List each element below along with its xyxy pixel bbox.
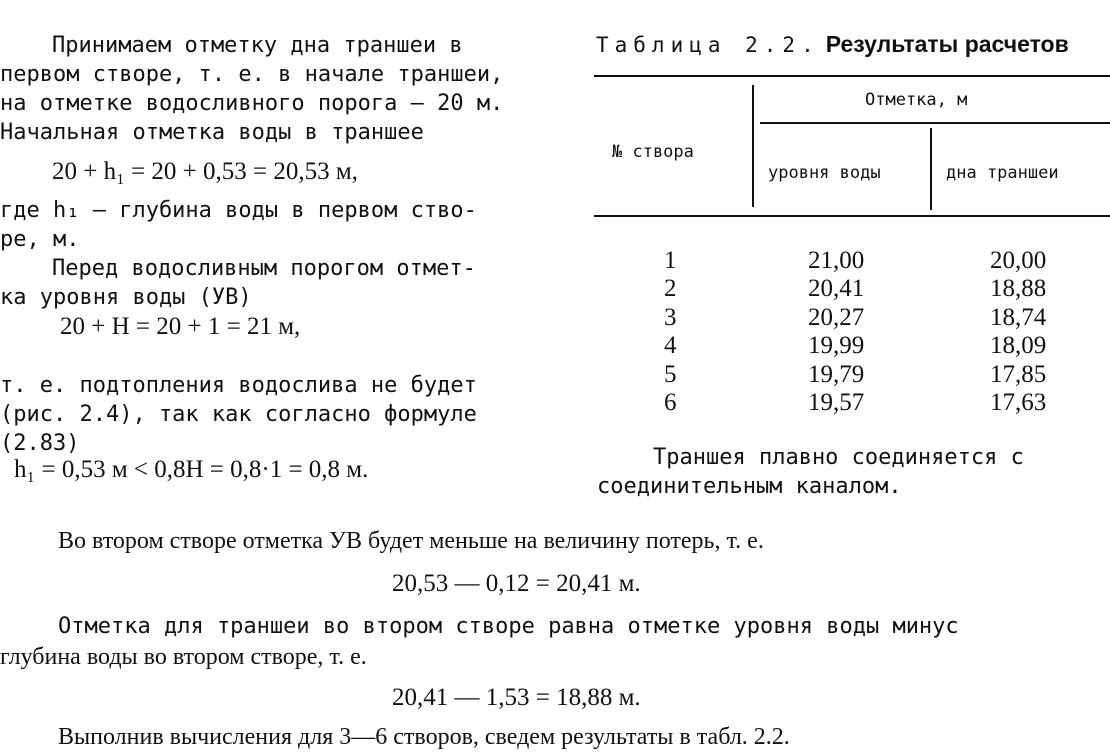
column-header-water: уровня воды [768,163,881,183]
table-cell-water: 19,79 [808,361,865,388]
table-cell-number: 1 [664,247,677,274]
table-cell-water: 19,57 [808,389,865,416]
table-cell-bottom: 18,74 [990,304,1047,331]
paragraph-line: Выполнив вычисления для 3—6 створов, сведем результаты в табл. 2.2. [58,724,790,750]
table-top-rule [594,75,1110,77]
equation-4: 20,53 — 0,12 = 20,41 м. [392,570,641,597]
table-cell-bottom: 17,63 [990,389,1047,416]
table-cell-number: 3 [664,304,677,331]
paragraph-line: Траншея плавно соединяется с [653,445,1024,470]
paragraph-line: на отметке водосливного порога — 20 м. [0,91,504,116]
table-cell-number: 6 [664,389,677,416]
column-header-number: № створа [612,142,694,162]
table-vertical-rule [930,128,932,210]
table-caption-title: Результаты расчетов [825,31,1069,57]
paragraph-line: ка уровня воды (УВ) [0,285,252,310]
table-group-rule [760,122,1110,124]
equation-2: 20 + H = 20 + 1 = 21 м, [60,313,301,340]
table-cell-bottom: 18,09 [990,332,1047,359]
paragraph-line: Отметка для траншеи во втором створе равна отметке уровня воды минус [58,614,959,639]
table-header-bottom-rule [594,215,1110,217]
paragraph-line: где h₁ — глубина воды в первом ство- [0,198,477,223]
table-cell-bottom: 20,00 [990,247,1047,274]
paragraph-line: т. е. подтопления водослива не будет [0,373,477,398]
paragraph-line: ре, м. [0,227,80,252]
paragraph-line: (2.83) [0,431,80,456]
table-cell-water: 20,27 [808,304,865,331]
table-caption-prefix: Таблица 2.2. [596,33,820,57]
column-header-bottom: дна траншеи [946,163,1059,183]
paragraph-line: (рис. 2.4), так как согласно формуле [0,402,477,427]
table-cell-bottom: 17,85 [990,361,1047,388]
paragraph-line: первом створе, т. е. в начале траншеи, [0,62,504,87]
paragraph-line: Принимаем отметку дна траншеи в [52,33,463,58]
table-cell-bottom: 18,88 [990,275,1047,302]
table-cell-water: 21,00 [808,247,865,274]
table-caption [596,31,1069,59]
table-cell-number: 5 [664,361,677,388]
column-group-header: Отметка, м [865,90,968,110]
equation-5: 20,41 — 1,53 = 18,88 м. [392,684,641,711]
paragraph-line: глубина воды во втором створе, т. е. [0,644,367,670]
paragraph-line: соединительным каналом. [597,474,902,499]
equation-3: h₁ = 0,53 м < 0,8H = 0,8·1 = 0,8 м. [14,456,369,483]
paragraph-line: Начальная отметка воды в траншее [0,120,424,145]
table-cell-number: 4 [664,332,677,359]
paragraph-line: Во втором створе отметка УВ будет меньше на величину потерь, т. е. [58,528,764,554]
equation-1: 20 + h₁ = 20 + 0,53 = 20,53 м, [52,158,358,185]
table-cell-water: 20,41 [808,275,865,302]
table-cell-number: 2 [664,275,677,302]
table-vertical-rule [752,85,754,207]
table-cell-water: 19,99 [808,332,865,359]
paragraph-line: Перед водосливным порогом отмет- [52,256,476,281]
